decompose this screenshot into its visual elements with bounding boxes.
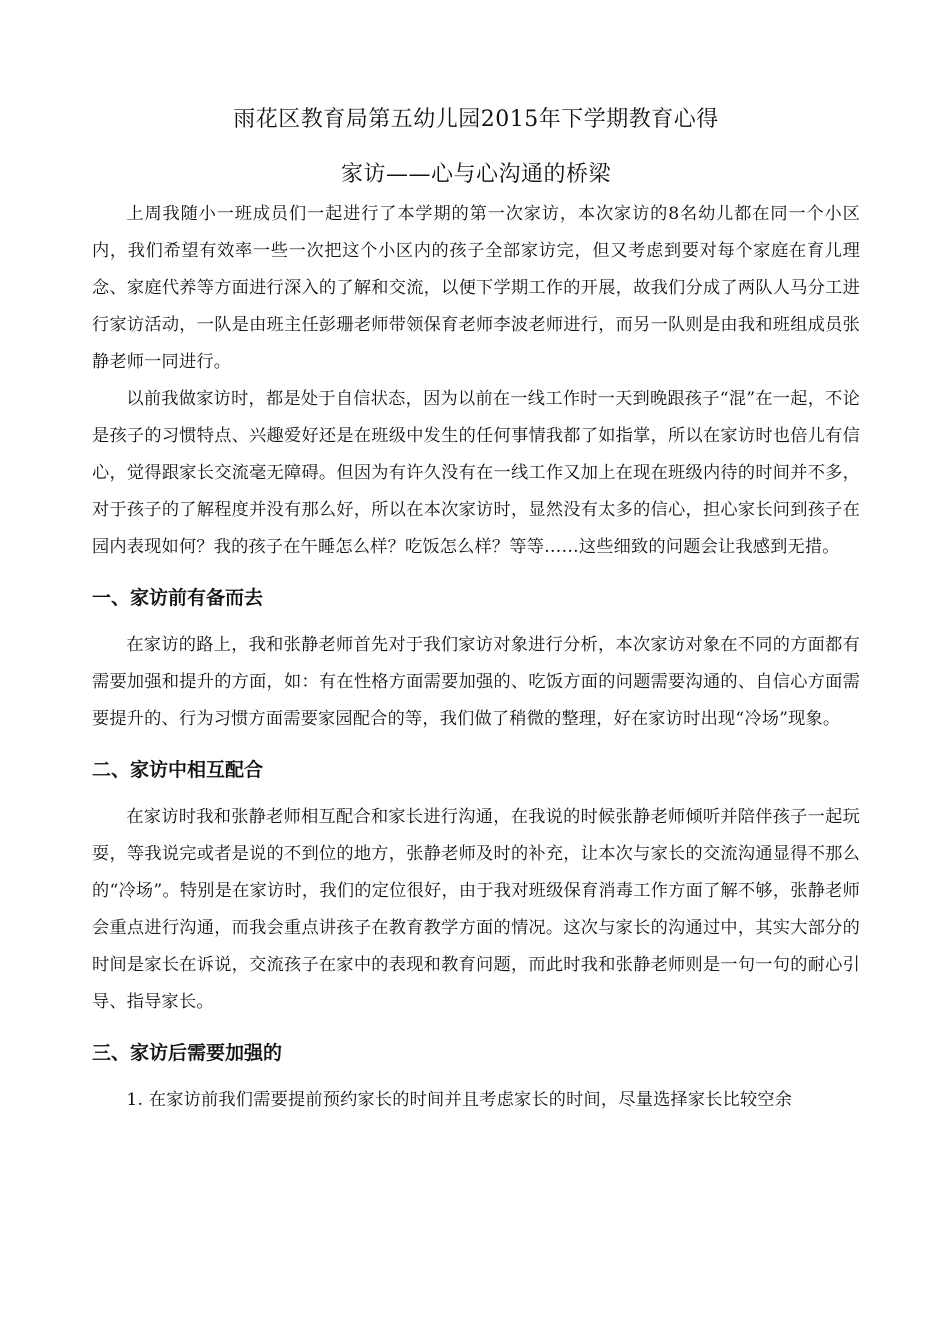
section-2 (92, 754, 860, 1021)
section-heading-2: 二、家访中相互配合 (92, 759, 264, 781)
document-subtitle: 家访——心与心沟通的桥梁 (340, 162, 611, 187)
section-3 (92, 1037, 860, 1119)
section-1 (92, 582, 860, 738)
section-paragraph-3: 1. 在家访前我们需要提前预约家长的时间并且考虑家长的时间，尽量选择家长比较空余 (126, 1090, 793, 1110)
section-paragraph-2: 在家访时我和张静老师相互配合和家长进行沟通，在我说的时候张静老师倾听并陪伴孩子一起玩耍，等我说完或者是说的不到位的地方，张静老师及时的补充，让本次与家长的交流沟通显得不那么的“冷场”。特别是在家访时，我们的定位很好，由于我对班级保育消毒工作方面了解不够，张静老师会重点进行沟通，而我会重点讲孩子在教育教学方面的情况。这次与家长的沟通过中，其实大部分的时间是家长在诉说，交流孩子在家中的表现和教育问题，而此时我和张静老师则是一句一句的耐心引导、指导家长。 (92, 807, 860, 1012)
section-heading-1: 一、家访前有备而去 (92, 587, 264, 609)
section-paragraph-1: 在家访的路上，我和张静老师首先对于我们家访对象进行分析，本次家访对象在不同的方面都有需要加强和提升的方面，如：有在性格方面需要加强的、吃饭方面的问题需要沟通的、自信心方面需要提升的、行为习惯方面需要家园配合的等，我们做了稍微的整理，好在家访时出现“冷场”现象。 (92, 635, 860, 729)
document-title: 雨花区教育局第五幼儿园2015年下学期教育心得 (233, 107, 719, 132)
section-heading-3: 三、家访后需要加强的 (92, 1042, 283, 1064)
intro-paragraph-2: 以前我做家访时，都是处于自信状态，因为以前在一线工作时一天到晚跟孩子“混”在一起，不论是孩子的习惯特点、兴趣爱好还是在班级中发生的任何事情我都了如指掌，所以在家访时也倍儿有信心，觉得跟家长交流毫无障碍。但因为有许久没有在一线工作又加上在现在班级内待的时间并不多，对于孩子的了解程度并没有那么好，所以在本次家访时，显然没有太多的信心，担心家长问到孩子在园内表现如何？我的孩子在午睡怎么样？吃饭怎么样？等等……这些细致的问题会让我感到无措。 (92, 389, 860, 557)
intro-paragraph-1: 上周我随小一班成员们一起进行了本学期的第一次家访，本次家访的8名幼儿都在同一个小区内，我们希望有效率一些一次把这个小区内的孩子全部家访完，但又考虑到要对每个家庭在育儿理念、家庭代养等方面进行深入的了解和交流，以便下学期工作的开展，故我们分成了两队人马分工进行家访活动，一队是由班主任彭珊老师带领保育老师李波老师进行，而另一队则是由我和班组成员张静老师一同进行。 (92, 204, 860, 372)
document-body (92, 104, 860, 1119)
